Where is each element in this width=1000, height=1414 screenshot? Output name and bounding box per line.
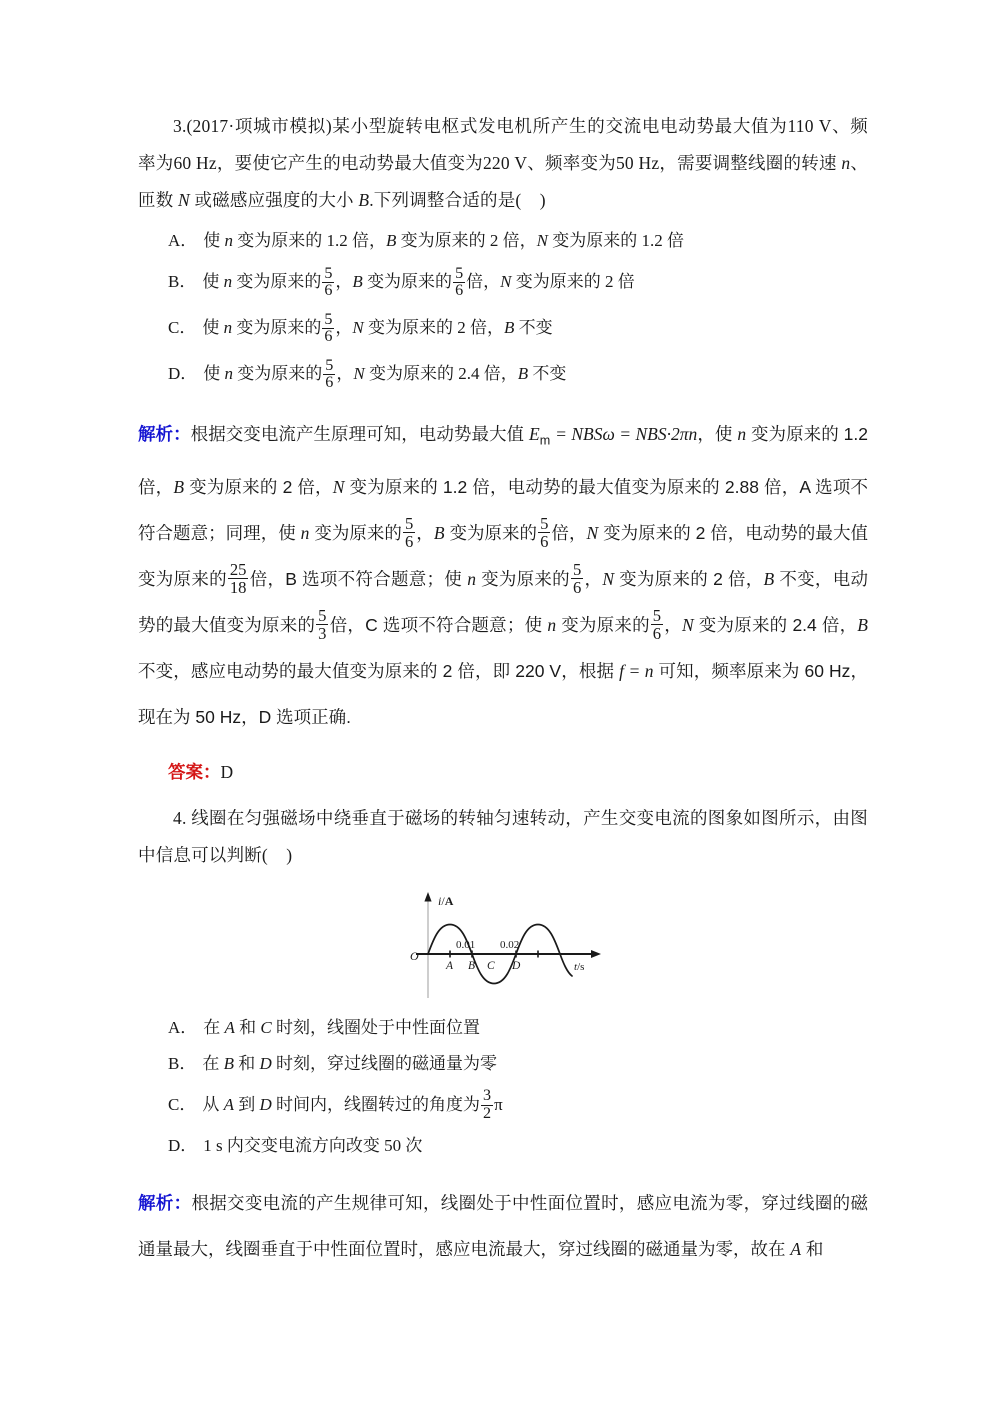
analysis-var-N-2: N (586, 522, 599, 543)
fraction-denominator: 3 (318, 624, 327, 644)
question-4-analysis (138, 1180, 868, 1272)
fraction-numerator: 5 (324, 264, 333, 282)
analysis-fraction-5-3 (316, 607, 328, 643)
q4-opt-c-fraction (481, 1088, 493, 1123)
fraction-numerator: 5 (325, 356, 334, 374)
q4-opt-a-var-C: C (260, 1017, 272, 1037)
analysis-fraction-25-18 (228, 561, 249, 597)
option-c-factor-N: 2 (457, 318, 466, 337)
analysis-text-6: 变为原来的 (309, 522, 402, 543)
analysis-text-7: ， (416, 522, 434, 543)
option-a-factor-N: 1.2 (641, 231, 663, 250)
option-b-factor-N: 2 (604, 272, 614, 291)
q4-opt-b-part-1: 在 (202, 1053, 224, 1073)
option-d-var-B: B (517, 364, 529, 383)
fraction-numerator: 25 (229, 559, 247, 579)
question-3-option-b[interactable]: B． 使 n 变为原来的 $\frac{5}{6}$ ，B 变为原来的 $\frac{5}{6}$ 倍，N 变为原来的 2 倍 (168, 264, 635, 300)
option-b-fraction-1 (322, 266, 334, 301)
q4-opt-c-var-A: A (223, 1094, 234, 1114)
analysis-fraction-5-6-a (403, 515, 415, 551)
q4-opt-c-part-2: 到 (233, 1094, 260, 1114)
q4-opt-b-var-D: D (259, 1053, 272, 1073)
formula-f-equals-n: f = n (619, 660, 654, 681)
question-3-option-a[interactable]: A． 使 n 变为原来的 1.2 倍，B 变为原来的 2 倍，N 变为原来的 1.2 倍 (168, 231, 685, 250)
option-d-fraction-1 (323, 358, 335, 393)
question-3-value-4: 50 Hz (615, 153, 660, 173)
origin-label: O (410, 948, 419, 963)
q4-opt-c-part-1: 从 (202, 1094, 224, 1114)
question-3-stem-part-7: 或磁感应强度的大小 (194, 190, 354, 210)
fraction-denominator: 6 (325, 374, 334, 392)
option-a-var-n: n (224, 231, 234, 250)
option-b-fraction-2 (453, 266, 465, 301)
analysis-text-8: 变为原来的 (444, 522, 538, 543)
question-3-stem-part-1: 某小型旋转电枢式发电机所产生的交流电电动势最大值为 (331, 116, 788, 136)
q4-opt-d-text: 1 s 内交变电流方向改变 50 次 (203, 1135, 423, 1155)
q4-opt-c-pi: π (494, 1094, 503, 1114)
formula-body: = NBSω = NBS·2πn (555, 424, 698, 444)
analysis-var-B-2: B (433, 522, 445, 543)
question-3-stem-part-3: ，要使它产生的电动势最大值变为 (216, 153, 483, 173)
fraction-denominator: 6 (324, 282, 333, 300)
ac-waveform-figure-container (138, 890, 868, 1000)
option-a-factor-B: 2 (489, 231, 499, 250)
x-axis-label: t/s (574, 960, 585, 973)
q4-option-c-label: C． (168, 1094, 197, 1114)
fraction-numerator: 5 (540, 513, 549, 533)
analysis-fraction-5-6-d (651, 607, 663, 643)
question-3-stem-part-2: 、频率为 (138, 116, 868, 173)
option-d-factor-N: 2.4 (458, 364, 480, 383)
analysis-label-q4: 解析： (138, 1192, 192, 1213)
option-c-label: C． (168, 318, 197, 337)
fraction-numerator: 5 (455, 264, 464, 282)
answer-value: D (220, 761, 234, 782)
question-3-stem-part-5: ，需要调整线圈的转速 (659, 153, 837, 173)
q4-opt-a-var-A: A (224, 1017, 235, 1037)
question-4-option-d[interactable] (168, 1128, 868, 1164)
analysis-text-16: 倍，C 选项不符合题意；使 (329, 614, 548, 635)
point-label-b: B (468, 959, 476, 972)
fraction-denominator: 6 (652, 624, 662, 644)
question-4-stem-text: 线圈在匀强磁场中绕垂直于磁场的转轴匀速转动，产生交变电流的图象如图所示，由图中信息可以判断( (138, 807, 868, 865)
question-3-stem (138, 108, 868, 219)
analysis-text-1: 根据交变电流产生原理可知，电动势最大值 (190, 424, 530, 444)
analysis-var-N-1: N (332, 476, 345, 497)
x-tick-label-0.01: 0.01 (456, 938, 476, 951)
fraction-denominator: 6 (455, 282, 464, 300)
question-4-option-b[interactable] (168, 1046, 868, 1082)
analysis-text-11: 倍，B 选项不符合题意；使 (249, 568, 468, 589)
option-d-var-N: N (353, 364, 365, 383)
question-3-number: 3. (173, 116, 187, 136)
analysis-text-15: 不变，电动势的最大值变为原来的 (138, 568, 868, 635)
question-3-stem-part-6: 、匝数 (138, 153, 869, 210)
question-3-stem-part-8: .下列调整合适的是( (369, 190, 522, 210)
fraction-denominator: 6 (324, 328, 333, 346)
analysis-var-B-1: B (173, 476, 185, 497)
ac-waveform-svg (388, 890, 618, 1002)
question-4-number: 4. (173, 807, 187, 828)
analysis-text-20: 不变，感应电动势的最大值变为原来的 2 倍，即 220 V，根据 (138, 660, 615, 681)
analysis-var-B-3: B (763, 568, 775, 589)
fraction-numerator: 5 (318, 605, 327, 625)
question-4-stem-end: ) (286, 844, 293, 865)
option-d-label: D． (168, 364, 198, 383)
analysis-text-5: 变为原来的 1.2 倍，电动势的最大值变为原来的 2.88 倍，A 选项不符合题意；同理，使 (138, 476, 869, 543)
fraction-denominator: 2 (483, 1104, 492, 1122)
q4-option-d-label: D． (168, 1135, 198, 1155)
question-3-option-d[interactable]: D． 使 n 变为原来的 $\frac{5}{6}$ ，N 变为原来的 2.4 倍，B 不变 (168, 356, 567, 392)
x-tick-label-0.02: 0.02 (500, 938, 520, 951)
analysis-var-n-3: n (467, 568, 476, 589)
page-content (138, 108, 868, 1272)
question-3-stem-part-4: 、频率变为 (527, 153, 616, 173)
fraction-numerator: 5 (652, 605, 662, 625)
answer-label: 答案： (168, 761, 221, 782)
analysis-text-21: 可知，频率原来为 60 Hz，现在为 50 Hz，D 选项正确. (138, 660, 868, 727)
analysis-fraction-5-6-b (538, 515, 550, 551)
fraction-numerator: 5 (404, 513, 414, 533)
variable-N: N (177, 190, 190, 210)
q4-analysis-text-2: 和 (801, 1238, 824, 1259)
formula-E: E (529, 424, 540, 444)
y-axis-label: i/A (438, 893, 454, 908)
point-label-c: C (487, 959, 495, 972)
formula-Em (529, 424, 551, 448)
option-c-var-B: B (504, 318, 515, 337)
option-c-var-N: N (352, 318, 364, 337)
fraction-numerator: 5 (324, 310, 333, 328)
option-c-fraction-1 (322, 312, 334, 347)
question-3-answer (168, 754, 868, 790)
analysis-text-18: ， (664, 614, 683, 635)
analysis-text-4: 变为原来的 2 倍， (184, 476, 333, 497)
question-3-value-2: 60 Hz (173, 153, 217, 173)
option-b-var-N: N (500, 272, 512, 291)
analysis-text-3: 变为原来的 1.2 倍， (138, 424, 868, 497)
q4-opt-b-var-B: B (223, 1053, 234, 1073)
analysis-var-n-1: n (737, 424, 747, 444)
analysis-text-14: 变为原来的 2 倍， (614, 568, 764, 589)
analysis-text-10: 变为原来的 2 倍，电动势的最大值变为原来的 (138, 522, 868, 589)
question-3-option-c[interactable]: C． 使 n 变为原来的 $\frac{5}{6}$ ，N 变为原来的 2 倍，B 不变 (168, 310, 553, 346)
q4-analysis-var-A: A (790, 1238, 802, 1259)
q4-opt-a-part-1: 在 (203, 1017, 225, 1037)
option-a-label: A． (168, 231, 198, 250)
q4-opt-a-part-3: 时刻，线圈处于中性面位置 (271, 1017, 481, 1037)
analysis-text-12: 变为原来的 (475, 568, 570, 589)
analysis-var-N-4: N (682, 614, 694, 635)
question-3-stem-part-9: ) (539, 190, 546, 210)
analysis-fraction-5-6-c (571, 561, 583, 597)
analysis-text-9: 倍， (551, 522, 587, 543)
option-c-var-n: n (223, 318, 233, 337)
fraction-numerator: 5 (572, 559, 582, 579)
question-3-source: (2017·项城市模拟) (186, 116, 332, 136)
question-3-value-1: 110 V (787, 116, 832, 136)
question-4-option-a[interactable] (168, 1010, 868, 1046)
fraction-denominator: 6 (404, 532, 414, 552)
q4-option-a-label: A． (168, 1017, 198, 1037)
analysis-label: 解析： (138, 424, 191, 444)
analysis-var-N-3: N (602, 568, 614, 589)
fraction-denominator: 6 (572, 578, 582, 598)
option-a-var-N: N (536, 231, 549, 250)
variable-n: n (841, 153, 851, 173)
question-4-stem (138, 800, 868, 874)
analysis-var-n-4: n (547, 614, 557, 635)
option-b-var-B: B (352, 272, 363, 291)
fraction-denominator: 18 (229, 578, 247, 598)
question-3-value-3: 220 V (482, 153, 528, 173)
formula-E-subscript: m (539, 433, 551, 448)
analysis-text-13: ， (584, 568, 603, 589)
question-4-option-c[interactable] (168, 1082, 868, 1128)
x-axis-arrow (591, 950, 601, 958)
q4-opt-c-var-D: D (259, 1094, 272, 1114)
variable-B: B (358, 190, 370, 210)
option-a-var-B: B (386, 231, 397, 250)
y-axis-arrow (424, 892, 431, 902)
q4-opt-b-part-3: 时刻，穿过线圈的磁通量为零 (271, 1053, 498, 1073)
q4-opt-b-part-2: 和 (233, 1053, 260, 1073)
point-label-a: A (446, 959, 454, 972)
analysis-text-19: 变为原来的 2.4 倍， (693, 614, 858, 635)
analysis-text-17: 变为原来的 (556, 614, 650, 635)
q4-option-b-label: B． (168, 1053, 197, 1073)
fraction-numerator: 3 (483, 1087, 492, 1105)
analysis-var-B-4: B (857, 614, 868, 635)
q4-opt-a-part-2: 和 (234, 1017, 261, 1037)
q4-analysis-text-1: 根据交变电流的产生规律可知，线圈处于中性面位置时，感应电流为零，穿过线圈的磁通量最大，线圈垂直于中性面位置时，感应电流最大，穿过线圈的磁通量为零，故在 (138, 1192, 868, 1259)
analysis-text-2: ，使 (697, 424, 738, 444)
q4-opt-c-part-3: 时间内，线圈转过的角度为 (271, 1094, 481, 1114)
point-label-d: D (512, 959, 521, 972)
ac-waveform-figure (388, 890, 618, 1000)
option-d-var-n: n (224, 364, 234, 383)
question-3-analysis (138, 411, 868, 740)
option-b-var-n: n (223, 272, 233, 291)
option-a-factor-n: 1.2 (326, 231, 348, 250)
analysis-var-n-2: n (300, 522, 310, 543)
fraction-denominator: 6 (540, 532, 549, 552)
option-b-label: B． (168, 272, 197, 291)
